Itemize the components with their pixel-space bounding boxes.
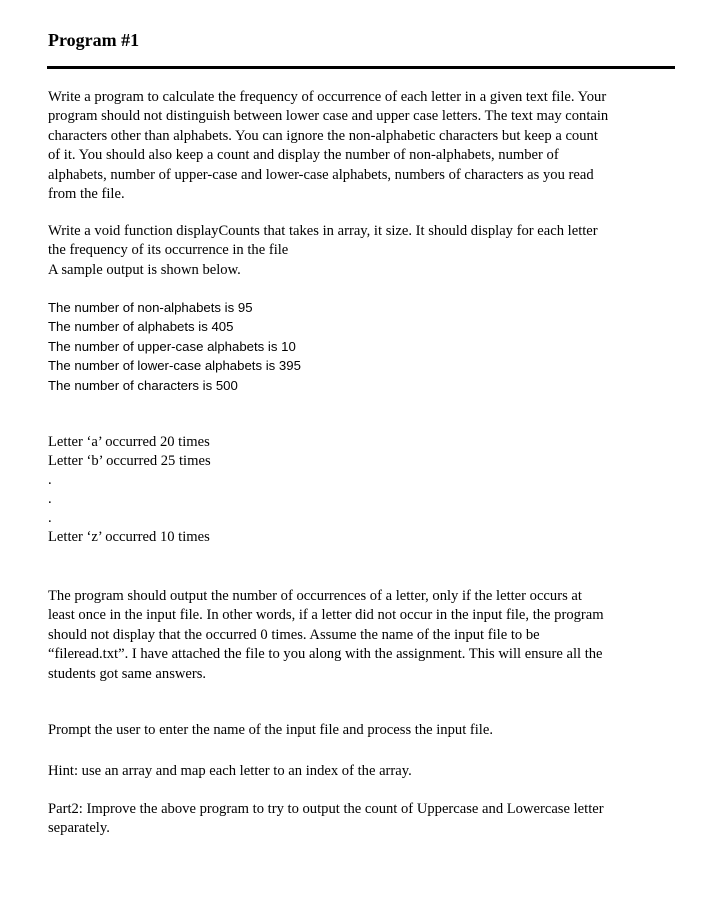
rule-line: The program should output the number of occurrences of a letter, only if the letter occurs at xyxy=(48,588,582,604)
function-description xyxy=(48,222,668,280)
part2-paragraph xyxy=(48,800,668,839)
ellipsis-dot: . xyxy=(48,472,52,488)
count-line-alphabets: The number of alphabets is 405 xyxy=(48,319,234,335)
intro-line: program should not distinguish between lower case and upper case letters. The text may contain xyxy=(48,108,609,125)
prompt-line: Prompt the user to enter the name of the input file and process the input file. xyxy=(48,722,493,738)
function-line: A sample output is shown below. xyxy=(48,261,241,278)
count-line-characters: The number of characters is 500 xyxy=(48,377,238,393)
intro-line: alphabets, number of upper-case and lower-case alphabets, numbers of characters as you read xyxy=(48,166,594,183)
output-rule-paragraph xyxy=(48,587,668,684)
ellipsis-dot: . xyxy=(48,491,52,507)
part2-line: Part2: Improve the above program to try to output the count of Uppercase and Lowercase letter xyxy=(48,801,604,817)
rule-line: students got same answers. xyxy=(48,665,207,682)
letter-line-z: Letter ‘z’ occurred 10 times xyxy=(48,529,210,545)
intro-line: from the file. xyxy=(48,186,125,203)
part2-line: separately. xyxy=(48,820,110,837)
letter-output-sample xyxy=(48,433,211,547)
intro-paragraph xyxy=(48,88,668,204)
letter-line-a: Letter ‘a’ occurred 20 times xyxy=(48,434,210,450)
prompt-instruction xyxy=(48,721,668,740)
intro-line: Write a program to calculate the frequency of occurrence of each letter in a given text file. Your xyxy=(48,89,607,105)
function-line: Write a void function displayCounts that takes in array, it size. It should display for each letter xyxy=(48,223,598,239)
count-line-non-alphabets: The number of non-alphabets is 95 xyxy=(48,300,253,315)
rule-line: least once in the input file. In other words, if a letter did not occur in the input file, the program xyxy=(48,607,604,624)
function-line: the frequency of its occurrence in the file xyxy=(48,242,289,259)
count-line-lower-case: The number of lower-case alphabets is 395 xyxy=(48,358,301,374)
intro-line: of it. You should also keep a count and display the number of non-alphabets, number of xyxy=(48,147,559,164)
hint-text xyxy=(48,762,668,781)
letter-line-b: Letter ‘b’ occurred 25 times xyxy=(48,453,211,469)
sample-counts xyxy=(48,298,301,395)
rule-line: “fileread.txt”. I have attached the file to you along with the assignment. This will ensure all the xyxy=(48,646,603,663)
title-divider xyxy=(47,66,675,69)
rule-line: should not display that the occurred 0 times. Assume the name of the input file to be xyxy=(48,626,540,643)
count-line-upper-case: The number of upper-case alphabets is 10 xyxy=(48,338,296,354)
page-title: Program #1 xyxy=(48,30,140,50)
hint-line: Hint: use an array and map each letter to an index of the array. xyxy=(48,763,412,779)
ellipsis-dot: . xyxy=(48,510,52,526)
intro-line: characters other than alphabets. You can ignore the non-alphabetic characters but keep a count xyxy=(48,127,598,144)
